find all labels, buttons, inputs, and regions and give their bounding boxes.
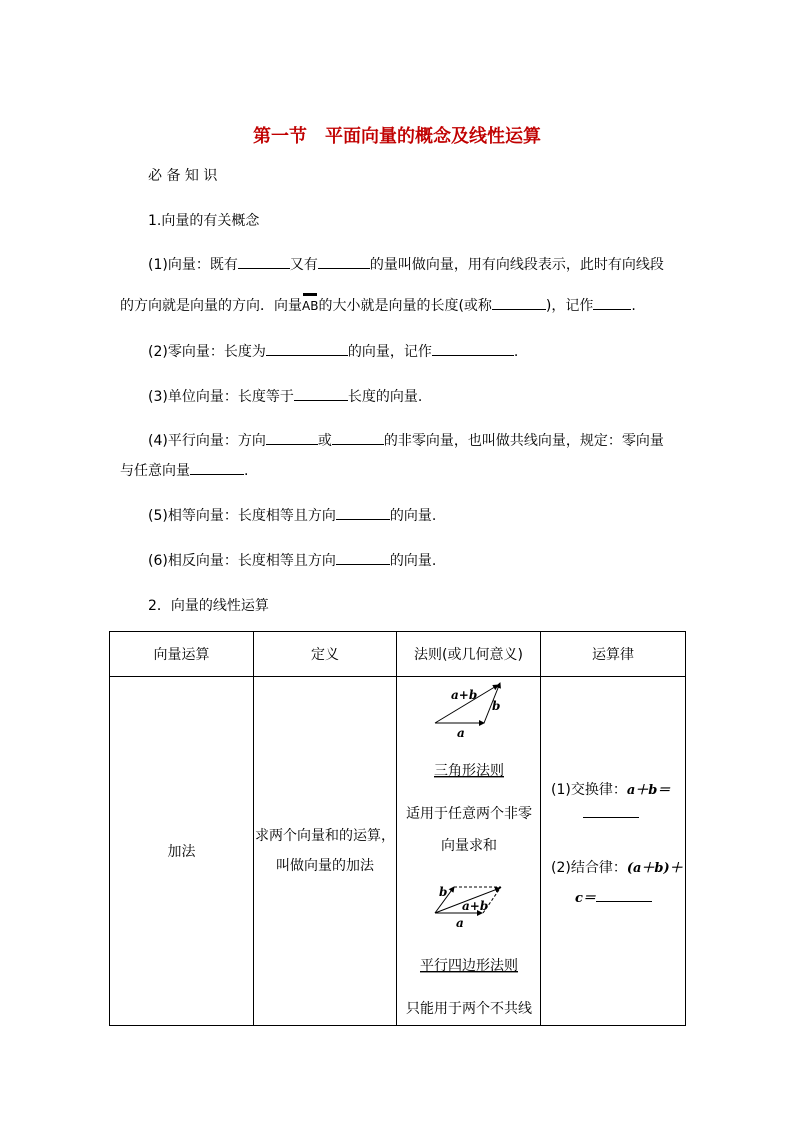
header-definition: 定义	[254, 632, 397, 677]
text: 的方向就是向量的方向．向量	[120, 298, 302, 314]
law-associative	[551, 857, 683, 880]
item-equal-vector	[148, 505, 436, 525]
law-associative-line2	[575, 887, 652, 910]
text: (6)相反向量：长度相等且方向	[148, 553, 336, 569]
cell-operation-addition: 加法	[110, 677, 254, 1026]
rule-diagrams	[397, 677, 541, 1025]
text: 或	[317, 433, 332, 449]
header-laws: 运算律	[541, 632, 686, 677]
page-title: 第一节 平面向量的概念及线性运算	[253, 126, 541, 147]
triangle-rule-label: 三角形法则	[434, 763, 504, 779]
item-parallel-vector	[148, 430, 664, 450]
text: 的非零向量，也叫做共线向量，规定：零向量	[383, 433, 664, 449]
blank-line	[583, 817, 639, 818]
definition-line2: 叫做向量的加法	[276, 858, 374, 874]
blank-line	[336, 550, 390, 565]
section-label: 必 备 知 识	[148, 168, 218, 184]
blank-line	[266, 430, 318, 445]
law-commutative	[551, 779, 670, 802]
header-rule: 法则(或几何意义)	[397, 632, 541, 677]
label-b: b	[492, 699, 501, 713]
table-row-addition	[110, 677, 686, 1026]
text: .	[631, 298, 636, 314]
label-sum: a+b	[451, 688, 478, 702]
blank-line	[318, 254, 370, 269]
item-vector-definition-line2	[120, 295, 636, 315]
text: 的大小就是向量的长度(或称	[318, 298, 492, 314]
law2-expr: (a＋b)＋	[626, 861, 683, 876]
text: 的向量.	[389, 553, 437, 569]
cell-rule-addition	[397, 677, 541, 1026]
text: (3)单位向量：长度等于	[148, 389, 294, 405]
definition-line1: 求两个向量和的运算，	[255, 828, 395, 844]
overline-bar	[303, 293, 317, 296]
text: .	[244, 463, 249, 479]
label-a: a	[457, 726, 465, 740]
blank-line	[336, 505, 390, 520]
item-unit-vector	[148, 386, 422, 406]
header-operation: 向量运算	[110, 632, 254, 677]
text: 的量叫做向量，用有向线段表示，此时有向线段	[369, 257, 664, 273]
parallelogram-note: 只能用于两个不共线	[406, 1001, 532, 1017]
table-header-row	[110, 632, 686, 677]
text: (2)零向量：长度为	[148, 344, 266, 360]
law1-label: (1)交换律：	[551, 782, 627, 798]
blank-line	[266, 341, 348, 356]
cell-definition-addition	[254, 677, 397, 1026]
text: )，记作	[545, 298, 594, 314]
label-sum: a+b	[462, 899, 489, 913]
text: 长度的向量.	[347, 389, 423, 405]
parallelogram-rule-diagram	[435, 885, 501, 930]
triangle-rule-diagram	[435, 683, 500, 740]
text: (5)相等向量：长度相等且方向	[148, 508, 336, 524]
text: (1)向量：既有	[148, 257, 238, 273]
heading-linear-operations: 2．向量的线性运算	[148, 598, 269, 614]
blank-line	[593, 295, 631, 310]
law2-expr2: c＝	[575, 891, 596, 906]
item-opposite-vector	[148, 550, 436, 570]
text: (4)平行向量：方向	[148, 433, 266, 449]
item-parallel-vector-line2	[120, 460, 248, 480]
linear-operations-table	[109, 631, 686, 1026]
text: 的向量，记作	[347, 344, 432, 360]
text: 与任意向量	[120, 463, 190, 479]
blank-line	[596, 887, 652, 902]
blank-line	[238, 254, 290, 269]
blank-line	[332, 430, 384, 445]
text: .	[513, 344, 519, 360]
triangle-note-line1: 适用于任意两个非零	[406, 806, 532, 822]
blank-line	[432, 341, 514, 356]
law2-label: (2)结合律：	[551, 860, 627, 876]
item-zero-vector	[148, 341, 518, 361]
blank-line	[294, 386, 348, 401]
label-a: a	[456, 916, 464, 930]
cell-laws-addition	[541, 677, 686, 1026]
vector-label: AB	[302, 299, 319, 313]
law1-expr: a＋b＝	[626, 783, 671, 798]
vector-ab	[302, 298, 318, 314]
text: 又有	[289, 257, 318, 273]
parallelogram-rule-label: 平行四边形法则	[420, 958, 518, 974]
label-b: b	[439, 885, 448, 899]
text: 的向量.	[389, 508, 437, 524]
blank-line	[190, 460, 244, 475]
blank-line	[492, 295, 546, 310]
heading-vector-concepts: 1.向量的有关概念	[148, 213, 260, 229]
triangle-note-line2: 向量求和	[441, 838, 497, 854]
item-vector-definition	[148, 254, 664, 274]
